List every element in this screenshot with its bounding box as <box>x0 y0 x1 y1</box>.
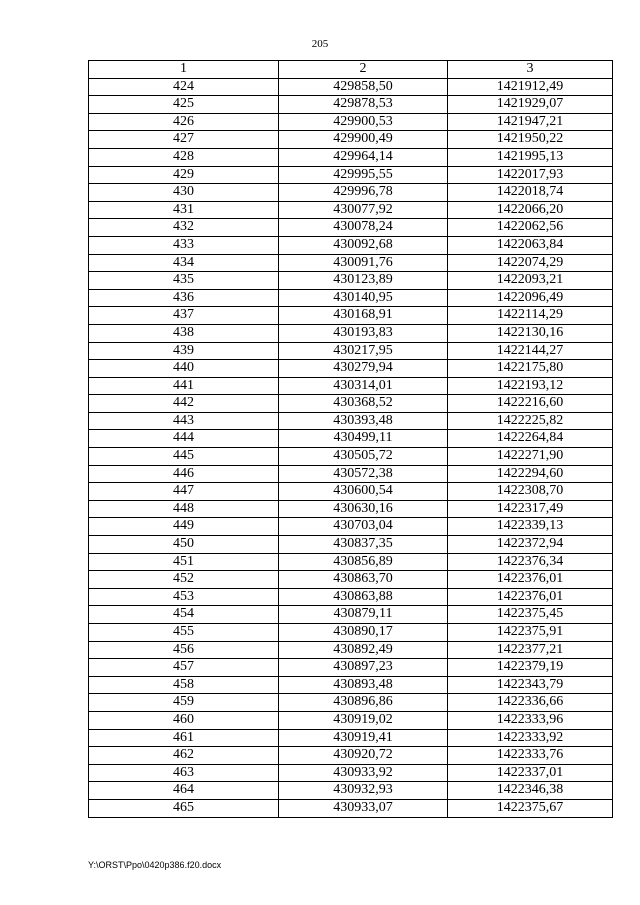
point-number-cell: 456 <box>89 641 279 659</box>
table-row <box>89 641 613 659</box>
y-coordinate-cell: 1422074,29 <box>448 254 613 272</box>
point-number-cell: 441 <box>89 377 279 395</box>
point-number-cell: 449 <box>89 518 279 536</box>
x-coordinate-cell: 430168,91 <box>279 307 448 325</box>
point-number-cell: 452 <box>89 571 279 589</box>
table-row <box>89 236 613 254</box>
point-number-cell: 425 <box>89 96 279 114</box>
point-number-cell: 440 <box>89 360 279 378</box>
y-coordinate-cell: 1421947,21 <box>448 113 613 131</box>
point-number-cell: 424 <box>89 78 279 96</box>
point-number-cell: 438 <box>89 324 279 342</box>
x-coordinate-cell: 430077,92 <box>279 201 448 219</box>
y-coordinate-cell: 1422372,94 <box>448 536 613 554</box>
y-coordinate-cell: 1421912,49 <box>448 78 613 96</box>
x-coordinate-cell: 430279,94 <box>279 360 448 378</box>
point-number-cell: 459 <box>89 694 279 712</box>
x-coordinate-cell: 429995,55 <box>279 166 448 184</box>
y-coordinate-cell: 1422062,56 <box>448 219 613 237</box>
x-coordinate-cell: 430572,38 <box>279 465 448 483</box>
table-row <box>89 377 613 395</box>
y-coordinate-cell: 1422377,21 <box>448 641 613 659</box>
point-number-cell: 451 <box>89 553 279 571</box>
point-number-cell: 437 <box>89 307 279 325</box>
y-coordinate-cell: 1422175,80 <box>448 360 613 378</box>
x-coordinate-cell: 430890,17 <box>279 624 448 642</box>
x-coordinate-cell: 429878,53 <box>279 96 448 114</box>
table-row <box>89 342 613 360</box>
table-row <box>89 624 613 642</box>
x-coordinate-cell: 429900,53 <box>279 113 448 131</box>
x-coordinate-cell: 430933,07 <box>279 799 448 817</box>
point-number-cell: 462 <box>89 747 279 765</box>
point-number-cell: 461 <box>89 729 279 747</box>
point-number-cell: 430 <box>89 184 279 202</box>
y-coordinate-cell: 1422308,70 <box>448 483 613 501</box>
table-row <box>89 113 613 131</box>
y-coordinate-cell: 1422063,84 <box>448 236 613 254</box>
x-coordinate-cell: 429964,14 <box>279 148 448 166</box>
y-coordinate-cell: 1422093,21 <box>448 272 613 290</box>
y-coordinate-cell: 1422017,93 <box>448 166 613 184</box>
y-coordinate-cell: 1422294,60 <box>448 465 613 483</box>
table-row <box>89 606 613 624</box>
table-row <box>89 166 613 184</box>
table-row <box>89 96 613 114</box>
table-row <box>89 324 613 342</box>
y-coordinate-cell: 1422130,16 <box>448 324 613 342</box>
table-row <box>89 729 613 747</box>
table-row <box>89 412 613 430</box>
y-coordinate-cell: 1422225,82 <box>448 412 613 430</box>
table-row <box>89 448 613 466</box>
x-coordinate-cell: 429900,49 <box>279 131 448 149</box>
x-coordinate-cell: 430499,11 <box>279 430 448 448</box>
y-coordinate-cell: 1422346,38 <box>448 782 613 800</box>
point-number-cell: 464 <box>89 782 279 800</box>
point-number-cell: 453 <box>89 588 279 606</box>
table-row <box>89 588 613 606</box>
x-coordinate-cell: 430932,93 <box>279 782 448 800</box>
table-row <box>89 219 613 237</box>
x-coordinate-cell: 430892,49 <box>279 641 448 659</box>
x-coordinate-cell: 430368,52 <box>279 395 448 413</box>
point-number-cell: 463 <box>89 764 279 782</box>
x-coordinate-cell: 430078,24 <box>279 219 448 237</box>
y-coordinate-cell: 1422018,74 <box>448 184 613 202</box>
coordinates-table <box>88 60 613 818</box>
x-coordinate-cell: 430505,72 <box>279 448 448 466</box>
y-coordinate-cell: 1422379,19 <box>448 659 613 677</box>
table-row <box>89 131 613 149</box>
y-coordinate-cell: 1422114,29 <box>448 307 613 325</box>
x-coordinate-cell: 430893,48 <box>279 676 448 694</box>
table-row <box>89 518 613 536</box>
point-number-cell: 433 <box>89 236 279 254</box>
point-number-cell: 427 <box>89 131 279 149</box>
table-body <box>89 78 613 817</box>
page-number: 205 <box>311 38 329 50</box>
point-number-cell: 443 <box>89 412 279 430</box>
column-header-2: 2 <box>279 61 448 79</box>
point-number-cell: 450 <box>89 536 279 554</box>
x-coordinate-cell: 430879,11 <box>279 606 448 624</box>
table-row <box>89 201 613 219</box>
point-number-cell: 426 <box>89 113 279 131</box>
point-number-cell: 436 <box>89 289 279 307</box>
y-coordinate-cell: 1422376,34 <box>448 553 613 571</box>
x-coordinate-cell: 430091,76 <box>279 254 448 272</box>
point-number-cell: 448 <box>89 500 279 518</box>
table-row <box>89 307 613 325</box>
y-coordinate-cell: 1421929,07 <box>448 96 613 114</box>
x-coordinate-cell: 429996,78 <box>279 184 448 202</box>
x-coordinate-cell: 430193,83 <box>279 324 448 342</box>
table-row <box>89 747 613 765</box>
table-row <box>89 676 613 694</box>
point-number-cell: 447 <box>89 483 279 501</box>
table-row <box>89 782 613 800</box>
x-coordinate-cell: 430314,01 <box>279 377 448 395</box>
table-row <box>89 395 613 413</box>
y-coordinate-cell: 1422376,01 <box>448 571 613 589</box>
column-header-1: 1 <box>89 61 279 79</box>
table-row <box>89 254 613 272</box>
x-coordinate-cell: 430140,95 <box>279 289 448 307</box>
table-row <box>89 289 613 307</box>
x-coordinate-cell: 430837,35 <box>279 536 448 554</box>
x-coordinate-cell: 430123,89 <box>279 272 448 290</box>
table-row <box>89 184 613 202</box>
y-coordinate-cell: 1422375,67 <box>448 799 613 817</box>
file-path-footer: Y:\ORST\Ppo\0420p386.f20.docx <box>88 860 222 870</box>
x-coordinate-cell: 430863,70 <box>279 571 448 589</box>
y-coordinate-cell: 1422375,45 <box>448 606 613 624</box>
point-number-cell: 444 <box>89 430 279 448</box>
point-number-cell: 457 <box>89 659 279 677</box>
y-coordinate-cell: 1422264,84 <box>448 430 613 448</box>
x-coordinate-cell: 430919,02 <box>279 711 448 729</box>
x-coordinate-cell: 430897,23 <box>279 659 448 677</box>
table-row <box>89 764 613 782</box>
y-coordinate-cell: 1422339,13 <box>448 518 613 536</box>
x-coordinate-cell: 430920,72 <box>279 747 448 765</box>
table-row <box>89 553 613 571</box>
point-number-cell: 434 <box>89 254 279 272</box>
table-row <box>89 799 613 817</box>
point-number-cell: 460 <box>89 711 279 729</box>
table-row <box>89 500 613 518</box>
point-number-cell: 446 <box>89 465 279 483</box>
y-coordinate-cell: 1422333,76 <box>448 747 613 765</box>
table-header-row <box>89 61 613 79</box>
y-coordinate-cell: 1422337,01 <box>448 764 613 782</box>
point-number-cell: 432 <box>89 219 279 237</box>
table-row <box>89 465 613 483</box>
table-row <box>89 78 613 96</box>
x-coordinate-cell: 430217,95 <box>279 342 448 360</box>
point-number-cell: 442 <box>89 395 279 413</box>
table-row <box>89 360 613 378</box>
y-coordinate-cell: 1422193,12 <box>448 377 613 395</box>
y-coordinate-cell: 1422333,92 <box>448 729 613 747</box>
point-number-cell: 465 <box>89 799 279 817</box>
table-row <box>89 148 613 166</box>
x-coordinate-cell: 430896,86 <box>279 694 448 712</box>
y-coordinate-cell: 1422317,49 <box>448 500 613 518</box>
y-coordinate-cell: 1422343,79 <box>448 676 613 694</box>
point-number-cell: 435 <box>89 272 279 290</box>
x-coordinate-cell: 430933,92 <box>279 764 448 782</box>
point-number-cell: 428 <box>89 148 279 166</box>
y-coordinate-cell: 1422375,91 <box>448 624 613 642</box>
point-number-cell: 458 <box>89 676 279 694</box>
y-coordinate-cell: 1422096,49 <box>448 289 613 307</box>
point-number-cell: 431 <box>89 201 279 219</box>
x-coordinate-cell: 430703,04 <box>279 518 448 536</box>
table-row <box>89 536 613 554</box>
x-coordinate-cell: 430600,54 <box>279 483 448 501</box>
y-coordinate-cell: 1422066,20 <box>448 201 613 219</box>
table-row <box>89 571 613 589</box>
point-number-cell: 454 <box>89 606 279 624</box>
y-coordinate-cell: 1422144,27 <box>448 342 613 360</box>
y-coordinate-cell: 1422271,90 <box>448 448 613 466</box>
x-coordinate-cell: 429858,50 <box>279 78 448 96</box>
x-coordinate-cell: 430393,48 <box>279 412 448 430</box>
y-coordinate-cell: 1422336,66 <box>448 694 613 712</box>
x-coordinate-cell: 430092,68 <box>279 236 448 254</box>
point-number-cell: 455 <box>89 624 279 642</box>
x-coordinate-cell: 430856,89 <box>279 553 448 571</box>
point-number-cell: 439 <box>89 342 279 360</box>
point-number-cell: 445 <box>89 448 279 466</box>
y-coordinate-cell: 1422333,96 <box>448 711 613 729</box>
x-coordinate-cell: 430863,88 <box>279 588 448 606</box>
table-row <box>89 659 613 677</box>
table-row <box>89 711 613 729</box>
y-coordinate-cell: 1422216,60 <box>448 395 613 413</box>
y-coordinate-cell: 1421950,22 <box>448 131 613 149</box>
point-number-cell: 429 <box>89 166 279 184</box>
column-header-3: 3 <box>448 61 613 79</box>
y-coordinate-cell: 1422376,01 <box>448 588 613 606</box>
table-row <box>89 483 613 501</box>
table-row <box>89 430 613 448</box>
y-coordinate-cell: 1421995,13 <box>448 148 613 166</box>
x-coordinate-cell: 430630,16 <box>279 500 448 518</box>
x-coordinate-cell: 430919,41 <box>279 729 448 747</box>
table-row <box>89 272 613 290</box>
table-row <box>89 694 613 712</box>
